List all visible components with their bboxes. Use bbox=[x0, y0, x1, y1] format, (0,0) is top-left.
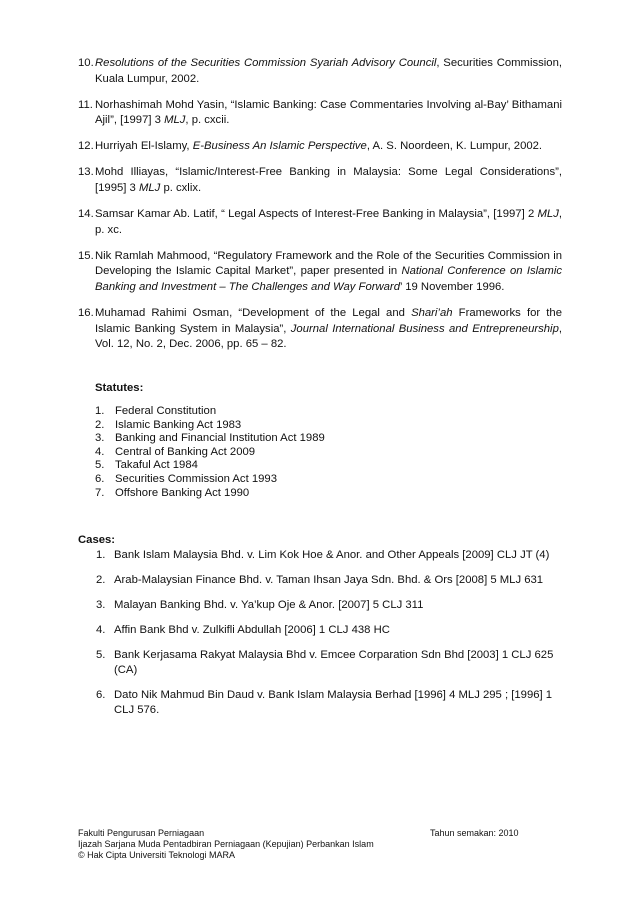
reference-italic-text: Resolutions of the Securities Commission Syariah Advisory Council bbox=[95, 57, 437, 69]
reference-number: 15. bbox=[78, 249, 94, 262]
statute-number: 6. bbox=[95, 472, 105, 485]
case-citation: Bank Kerjasama Rakyat Malaysia Bhd v. Emcee Corparation Sdn Bhd [2003] 1 CLJ 625 (CA) bbox=[114, 649, 554, 676]
case-number: 2. bbox=[96, 574, 106, 586]
statute-number: 5. bbox=[95, 459, 105, 472]
statutes-list bbox=[95, 405, 535, 500]
case-item bbox=[78, 623, 554, 638]
reference-text: p. cxlix. bbox=[160, 182, 202, 195]
case-number: 3. bbox=[96, 599, 106, 611]
reference-number: 11. bbox=[78, 98, 93, 111]
case-item bbox=[78, 688, 554, 718]
statute-title: Securities Commission Act 1993 bbox=[115, 472, 277, 485]
reference-text: , p. cxcii. bbox=[185, 114, 230, 127]
case-citation: Affin Bank Bhd v. Zulkifli Abdullah [2006] 1 CLJ 438 HC bbox=[114, 624, 390, 636]
case-item bbox=[78, 598, 554, 613]
reference-italic-text: E-Business An Islamic Perspective bbox=[192, 140, 367, 153]
case-number: 4. bbox=[96, 624, 106, 636]
reference-number: 16. bbox=[78, 307, 94, 320]
statutes-section bbox=[95, 381, 535, 500]
reference-item bbox=[78, 98, 562, 129]
statute-title: Banking and Financial Institution Act 1989 bbox=[115, 432, 325, 445]
reference-item bbox=[78, 139, 562, 155]
reference-item bbox=[78, 249, 562, 296]
statute-item bbox=[95, 419, 535, 433]
reference-text: Samsar Kamar Ab. Latif, “ Legal Aspects of Interest-Free Banking in Malaysia”, [1997] 2 bbox=[95, 208, 538, 221]
case-number: 6. bbox=[96, 689, 106, 701]
reference-item bbox=[78, 165, 562, 196]
statute-item bbox=[95, 459, 535, 473]
cases-section bbox=[78, 533, 562, 728]
cases-heading: Cases: bbox=[78, 534, 116, 546]
reference-text: Frameworks for the Islamic Banking System in Malaysia”, bbox=[95, 307, 562, 335]
case-citation: Bank Islam Malaysia Bhd. v. Lim Kok Hoe & Anor. and Other Appeals [2009] CLJ JT (4) bbox=[114, 549, 550, 561]
footer-revision-year: Tahun semakan: 2010 bbox=[430, 828, 519, 838]
cases-list bbox=[78, 548, 562, 718]
statute-number: 1. bbox=[95, 405, 105, 417]
reference-italic-text: MLJ bbox=[164, 114, 186, 127]
reference-text: ’ 19 November 1996. bbox=[399, 281, 505, 294]
case-item bbox=[78, 573, 554, 588]
reference-number: 12. bbox=[78, 140, 94, 153]
statute-number: 4. bbox=[95, 445, 105, 458]
footer-copyright: © Hak Cipta Universiti Teknologi MARA bbox=[78, 850, 236, 861]
reference-list bbox=[78, 56, 562, 363]
reference-text: , A. S. Noordeen, K. Lumpur, 2002. bbox=[366, 140, 543, 153]
reference-text: Norhashimah Mohd Yasin, “Islamic Banking: Case Commentaries Involving al-Bay’ Bithamani Ajil”, [1997] 3 bbox=[95, 98, 562, 127]
reference-italic-text: Journal International Business and Entrepreneurship bbox=[290, 322, 559, 335]
case-number: 5. bbox=[96, 649, 106, 661]
reference-item bbox=[78, 56, 562, 87]
statute-number: 7. bbox=[95, 486, 105, 499]
page-footer bbox=[78, 828, 562, 862]
reference-text: , Vol. 12, No. 2, Dec. 2006, pp. 65 – 82. bbox=[95, 322, 562, 351]
reference-text: Nik Ramlah Mahmood, “Regulatory Framework and the Role of the Securities Commission in Developing the Islamic Capital Market”, paper presented in bbox=[95, 249, 562, 278]
reference-number: 14. bbox=[78, 208, 94, 221]
statute-number: 2. bbox=[95, 418, 105, 431]
statute-title: Takaful Act 1984 bbox=[115, 459, 198, 472]
statutes-heading: Statutes: bbox=[95, 382, 144, 394]
case-item bbox=[78, 548, 554, 563]
reference-italic-text: MLJ bbox=[537, 208, 559, 221]
case-citation: Arab-Malaysian Finance Bhd. v. Taman Ihsan Jaya Sdn. Bhd. & Ors [2008] 5 MLJ 631 bbox=[114, 574, 544, 586]
statute-title: Islamic Banking Act 1983 bbox=[115, 418, 242, 431]
reference-item bbox=[78, 306, 562, 353]
statute-number: 3. bbox=[95, 432, 105, 445]
reference-italic-text: MLJ bbox=[138, 182, 161, 195]
reference-text: , p. xc. bbox=[95, 208, 562, 236]
statute-title: Central of Banking Act 2009 bbox=[115, 445, 256, 458]
statute-item bbox=[95, 487, 535, 501]
footer-faculty: Fakulti Pengurusan Perniagaan bbox=[78, 828, 205, 838]
reference-text: Muhamad Rahimi Osman, “Development of the Legal and bbox=[95, 307, 412, 320]
reference-item bbox=[78, 207, 562, 238]
statute-title: Federal Constitution bbox=[115, 405, 217, 417]
statute-item bbox=[95, 432, 535, 446]
statute-item bbox=[95, 473, 535, 487]
statute-item bbox=[95, 446, 535, 460]
case-number: 1. bbox=[96, 549, 106, 561]
statute-title: Offshore Banking Act 1990 bbox=[115, 486, 250, 499]
footer-program: Ijazah Sarjana Muda Pentadbiran Perniagaan (Kepujian) Perbankan Islam bbox=[78, 839, 374, 850]
case-item bbox=[78, 648, 554, 678]
reference-number: 13. bbox=[78, 166, 94, 179]
case-citation: Malayan Banking Bhd. v. Ya’kup Oje & Anor. [2007] 5 CLJ 311 bbox=[114, 599, 424, 611]
statute-item bbox=[95, 405, 535, 419]
reference-text: , Securities Commission, Kuala Lumpur, 2002. bbox=[95, 57, 562, 85]
reference-text: Mohd Illiayas, “Islamic/Interest-Free Banking in Malaysia: Some Legal Considerations”, [1995] 3 bbox=[95, 166, 562, 195]
reference-number: 10. bbox=[78, 57, 94, 69]
reference-italic-text: Shari’ah bbox=[411, 307, 453, 320]
reference-text: Hurriyah El-Islamy, bbox=[95, 140, 193, 153]
reference-italic-text: National Conference on Islamic Banking and Investment – The Challenges and Way Forward bbox=[95, 265, 562, 294]
case-citation: Dato Nik Mahmud Bin Daud v. Bank Islam Malaysia Berhad [1996] 4 MLJ 295 ; [1996] 1 CLJ 576. bbox=[114, 689, 553, 716]
